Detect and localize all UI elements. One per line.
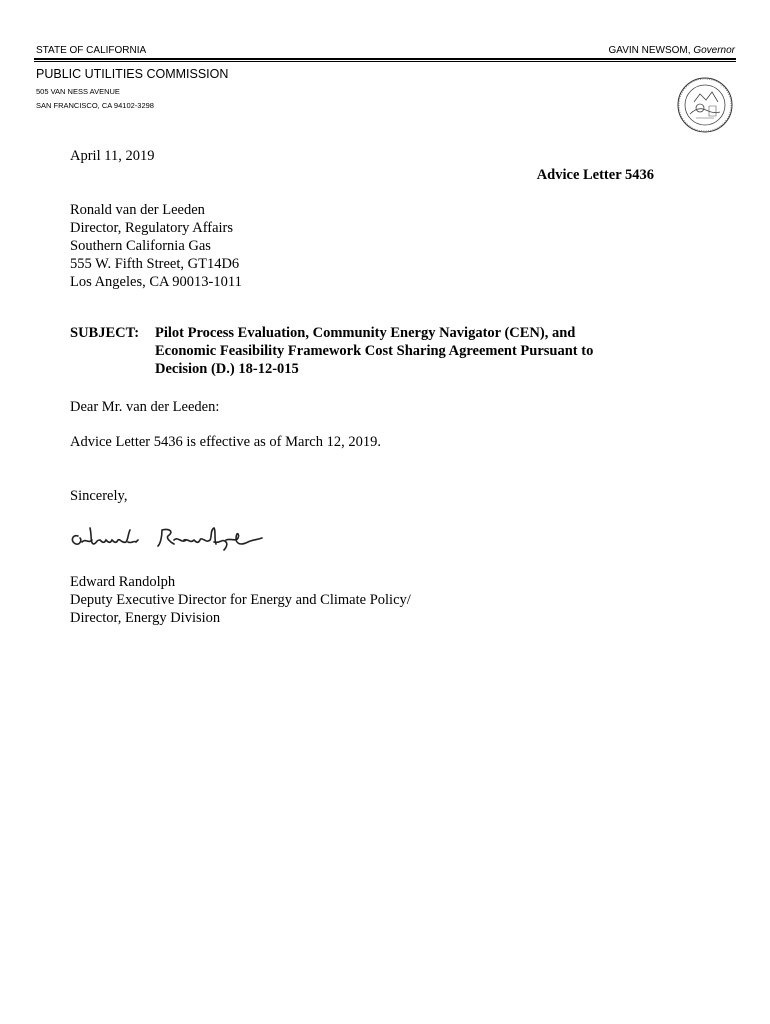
header-rule-thin: [34, 61, 736, 62]
subject-label: SUBJECT:: [70, 325, 140, 341]
recipient-title: Director, Regulatory Affairs: [70, 220, 234, 236]
recipient-name: Ronald van der Leeden: [70, 202, 205, 218]
signer-division: Director, Energy Division: [70, 610, 221, 626]
advice-letter-number: Advice Letter 5436: [536, 167, 654, 183]
signer-block: [70, 573, 411, 627]
closing: Sincerely,: [70, 488, 128, 504]
subject-line: Pilot Process Evaluation, Community Energy Navigator (CEN), and: [155, 325, 576, 341]
subject-text: [155, 324, 675, 378]
governor-title: Governor: [693, 45, 735, 56]
address-street: 505 VAN NESS AVENUE: [36, 87, 120, 96]
letter-date: April 11, 2019: [70, 148, 155, 164]
state-name: STATE OF CALIFORNIA: [36, 45, 147, 56]
recipient-company: Southern California Gas: [70, 238, 211, 254]
signer-title: Deputy Executive Director for Energy and Climate Policy/: [70, 592, 411, 608]
address-city: SAN FRANCISCO, CA 94102-3298: [36, 101, 154, 110]
salutation: Dear Mr. van der Leeden:: [70, 399, 220, 415]
recipient-street: 555 W. Fifth Street, GT14D6: [70, 256, 240, 272]
body-paragraph: Advice Letter 5436 is effective as of March 12, 2019.: [70, 434, 381, 450]
subject-line: Decision (D.) 18-12-015: [155, 361, 299, 377]
header-rule-thick: [34, 58, 736, 60]
governor-name: GAVIN NEWSOM,: [608, 45, 691, 56]
handwritten-signature: [66, 518, 266, 556]
recipient-address: [70, 201, 242, 291]
governor-line: [608, 45, 735, 56]
subject-line: Economic Feasibility Framework Cost Sharing Agreement Pursuant to: [155, 343, 594, 359]
state-seal-icon: [676, 76, 734, 134]
signer-name: Edward Randolph: [70, 574, 176, 590]
agency-name: PUBLIC UTILITIES COMMISSION: [36, 67, 229, 81]
recipient-city: Los Angeles, CA 90013-1011: [70, 274, 242, 290]
